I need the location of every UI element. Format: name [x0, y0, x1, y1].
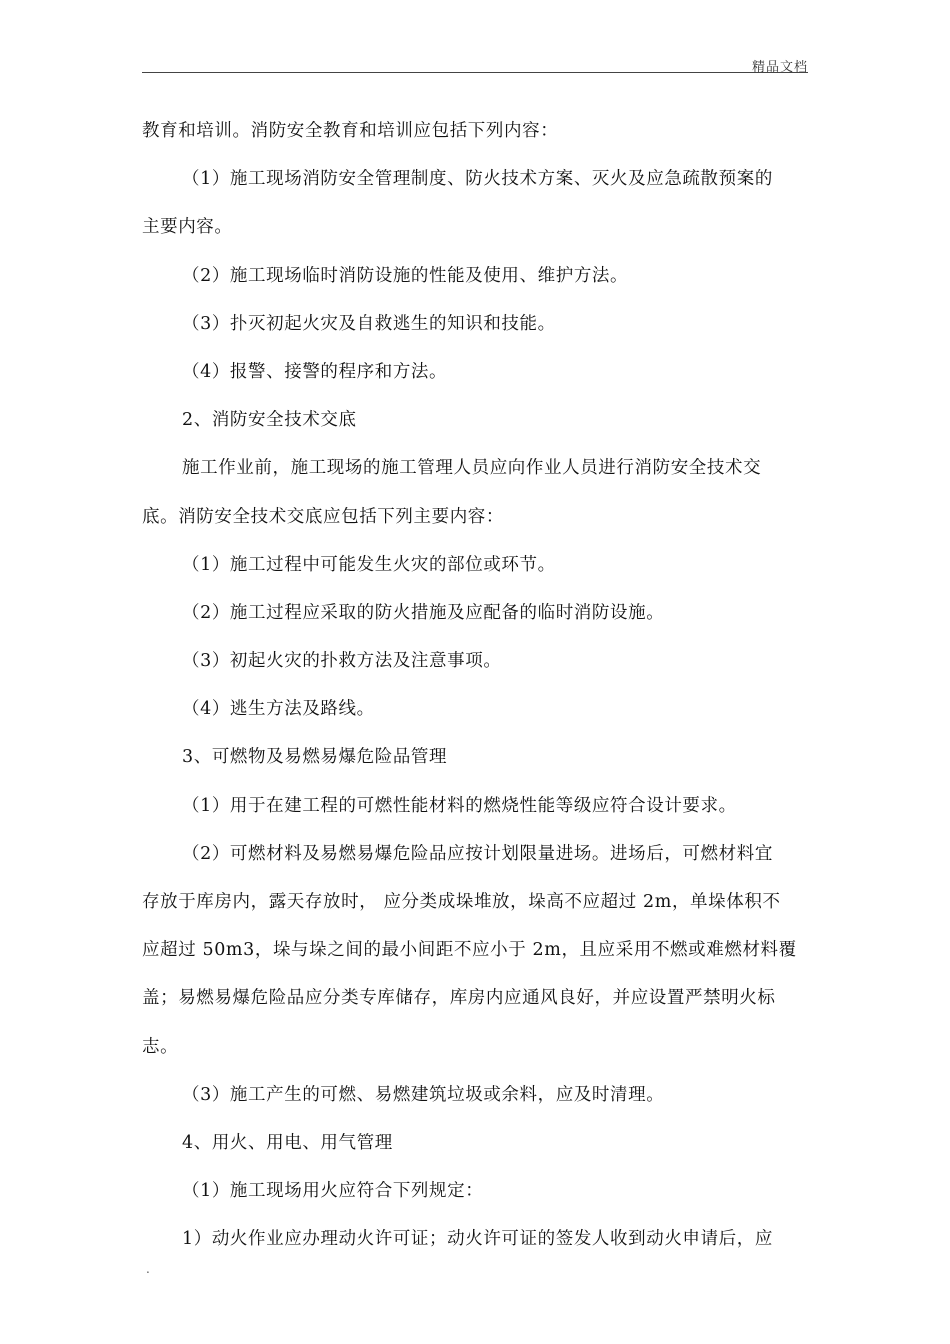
section-heading: 3、可燃物及易燃易爆危险品管理 [182, 747, 448, 768]
text-line: 盖；易燃易爆危险品应分类专库储存，库房内应通风良好，并应设置严禁明火标 [142, 988, 776, 1009]
text-line: 施工作业前，施工现场的施工管理人员应向作业人员进行消防安全技术交 [182, 458, 762, 479]
text-line: （3）施工产生的可燃、易燃建筑垃圾或余料，应及时清理。 [182, 1084, 665, 1105]
header-label: 精品文档 [751, 60, 808, 75]
text-line: （1）施工现场用火应符合下列规定： [182, 1181, 484, 1202]
text-line: （1）施工现场消防安全管理制度、防火技术方案、灭火及应急疏散预案的 [182, 169, 773, 190]
text-line: （2）可燃材料及易燃易爆危险品应按计划限量进场。进场后，可燃材料宜 [182, 843, 773, 864]
text-line: 底。消防安全技术交底应包括下列主要内容： [142, 506, 504, 527]
text-line: （2）施工过程应采取的防火措施及应配备的临时消防设施。 [182, 602, 665, 623]
text-line: （4）逃生方法及路线。 [182, 699, 375, 720]
text-line: 1）动火作业应办理动火许可证；动火许可证的签发人收到动火申请后，应 [182, 1229, 773, 1250]
document-body [142, 112, 808, 1269]
text-line: （2）施工现场临时消防设施的性能及使用、维护方法。 [182, 265, 629, 286]
text-line: 教育和培训。消防安全教育和培训应包括下列内容： [142, 121, 559, 141]
text-line: （3）初起火灾的扑救方法及注意事项。 [182, 651, 502, 672]
section-heading: 2、消防安全技术交底 [182, 410, 357, 431]
text-line: （3）扑灭初起火灾及自救逃生的知识和技能。 [182, 313, 556, 334]
text-line: 应超过 50m3，垛与垛之间的最小间距不应小于 2m，且应采用不燃或难燃材料覆 [142, 940, 797, 961]
text-line: 主要内容。 [142, 217, 233, 238]
footer-mark: . [146, 1262, 150, 1276]
text-line: （4）报警、接警的程序和方法。 [182, 361, 448, 382]
header-divider [142, 72, 808, 73]
text-line: （1）用于在建工程的可燃性能材料的燃烧性能等级应符合设计要求。 [182, 795, 737, 816]
text-line: 志。 [142, 1036, 179, 1057]
text-line: （1）施工过程中可能发生火灾的部位或环节。 [182, 554, 556, 575]
section-heading: 4、用火、用电、用气管理 [182, 1132, 393, 1153]
text-line: 存放于库房内，露天存放时， 应分类成垛堆放，垛高不应超过 2m，单垛体积不 [142, 892, 781, 912]
